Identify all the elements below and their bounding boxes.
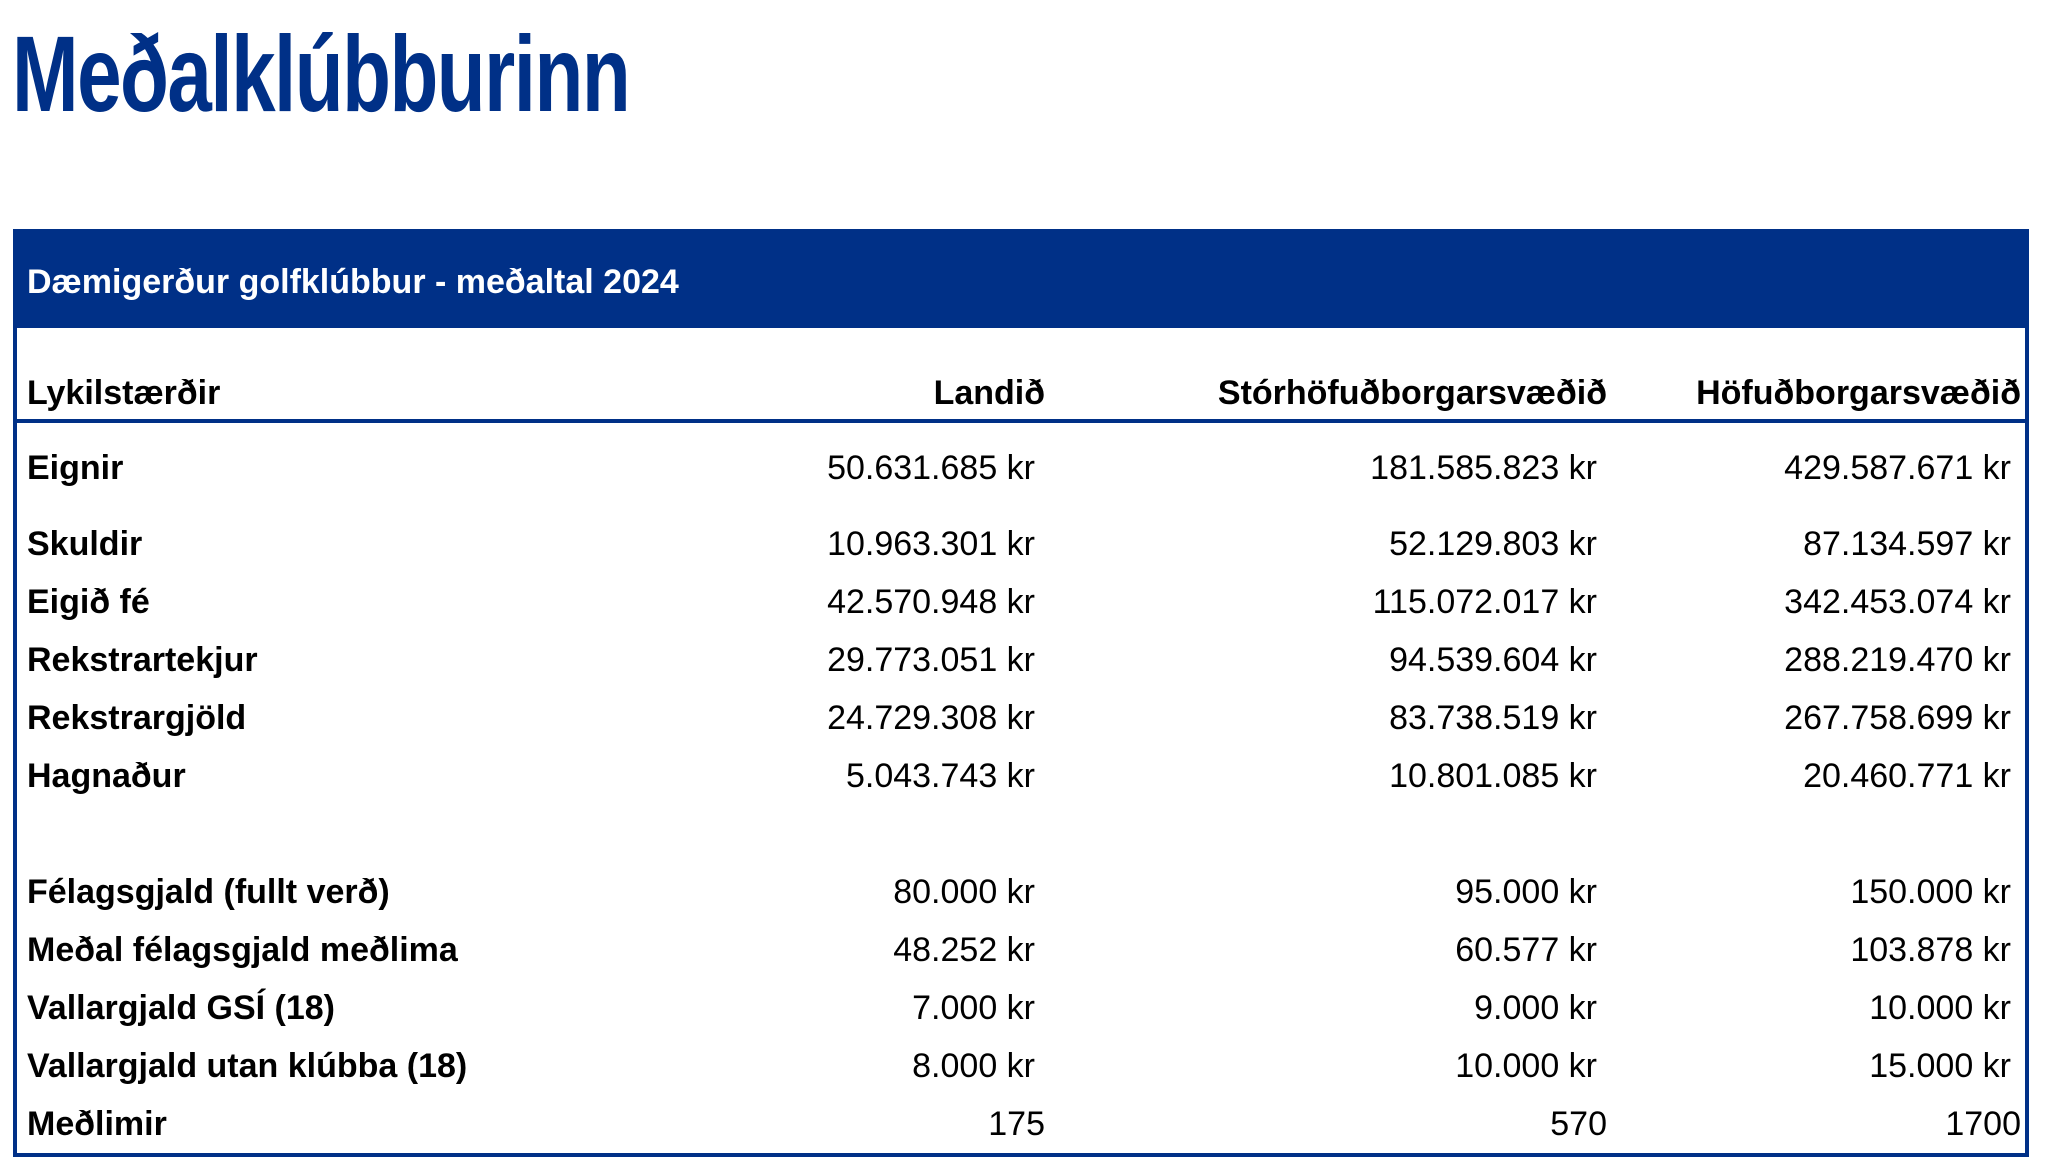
table-row	[17, 872, 2025, 912]
row-label: Hagnaður	[27, 757, 186, 795]
value-hofudborgarsvaedid: 1700	[1945, 1105, 2021, 1143]
value-storhofudborgarsvaedid: 94.539.604 kr	[1389, 641, 1597, 679]
value-hofudborgarsvaedid: 288.219.470 kr	[1784, 641, 2011, 679]
table-heading: Dæmigerður golfklúbbur - meðaltal 2024	[27, 263, 679, 301]
value-hofudborgarsvaedid: 342.453.074 kr	[1784, 583, 2011, 621]
column-header-row	[17, 363, 2025, 423]
column-header-hofudborgarsvaedid: Höfuðborgarsvæðið	[1696, 374, 2021, 412]
row-label: Eigið fé	[27, 583, 150, 621]
column-header-metric: Lykilstærðir	[27, 374, 221, 412]
value-hofudborgarsvaedid: 10.000 kr	[1869, 989, 2011, 1027]
row-label: Vallargjald utan klúbba (18)	[27, 1047, 468, 1085]
value-landid: 50.631.685 kr	[827, 449, 1035, 487]
header-divider	[17, 419, 2025, 423]
value-hofudborgarsvaedid: 87.134.597 kr	[1803, 525, 2011, 563]
value-storhofudborgarsvaedid: 52.129.803 kr	[1389, 525, 1597, 563]
value-landid: 7.000 kr	[912, 989, 1035, 1027]
value-storhofudborgarsvaedid: 10.801.085 kr	[1389, 757, 1597, 795]
table-row	[17, 1104, 2025, 1144]
row-label: Skuldir	[27, 525, 143, 563]
value-storhofudborgarsvaedid: 570	[1550, 1105, 1607, 1143]
value-storhofudborgarsvaedid: 95.000 kr	[1455, 873, 1597, 911]
value-landid: 24.729.308 kr	[827, 699, 1035, 737]
column-header-storhofudborgarsvaedid: Stórhöfuðborgarsvæðið	[1217, 374, 1607, 412]
value-landid: 8.000 kr	[912, 1047, 1035, 1085]
table-row	[17, 448, 2025, 488]
row-label: Rekstrartekjur	[27, 641, 258, 679]
row-label: Rekstrargjöld	[27, 699, 247, 737]
value-storhofudborgarsvaedid: 10.000 kr	[1455, 1047, 1597, 1085]
value-storhofudborgarsvaedid: 9.000 kr	[1474, 989, 1597, 1027]
column-header-landid: Landið	[933, 374, 1045, 412]
table-row	[17, 1046, 2025, 1086]
table-row	[17, 930, 2025, 970]
row-label: Meðlimir	[27, 1105, 167, 1143]
row-label: Félagsgjald (fullt verð)	[27, 873, 390, 911]
value-landid: 5.043.743 kr	[845, 757, 1035, 795]
value-hofudborgarsvaedid: 429.587.671 kr	[1784, 449, 2011, 487]
value-landid: 175	[988, 1105, 1045, 1143]
value-hofudborgarsvaedid: 15.000 kr	[1869, 1047, 2011, 1085]
row-label: Meðal félagsgjald meðlima	[27, 931, 458, 969]
value-landid: 42.570.948 kr	[827, 583, 1035, 621]
value-landid: 48.252 kr	[893, 931, 1035, 969]
page-title: Meðalklúbburinn	[12, 13, 630, 134]
row-label: Vallargjald GSÍ (18)	[27, 989, 336, 1027]
value-landid: 29.773.051 kr	[827, 641, 1035, 679]
value-storhofudborgarsvaedid: 83.738.519 kr	[1389, 699, 1597, 737]
value-landid: 80.000 kr	[893, 873, 1035, 911]
summary-table	[13, 229, 2029, 1157]
value-storhofudborgarsvaedid: 115.072.017 kr	[1372, 583, 1597, 621]
value-hofudborgarsvaedid: 150.000 kr	[1850, 873, 2011, 911]
table-row	[17, 988, 2025, 1028]
value-hofudborgarsvaedid: 20.460.771 kr	[1803, 757, 2011, 795]
table-row	[17, 582, 2025, 622]
table-row	[17, 640, 2025, 680]
table-row	[17, 698, 2025, 738]
table-header-bar	[17, 233, 2025, 328]
value-landid: 10.963.301 kr	[827, 525, 1035, 563]
value-hofudborgarsvaedid: 103.878 kr	[1850, 931, 2011, 969]
value-storhofudborgarsvaedid: 181.585.823 kr	[1370, 449, 1597, 487]
value-storhofudborgarsvaedid: 60.577 kr	[1455, 931, 1597, 969]
value-hofudborgarsvaedid: 267.758.699 kr	[1784, 699, 2011, 737]
table-row	[17, 756, 2025, 796]
table-row	[17, 524, 2025, 564]
row-label: Eignir	[27, 449, 124, 487]
